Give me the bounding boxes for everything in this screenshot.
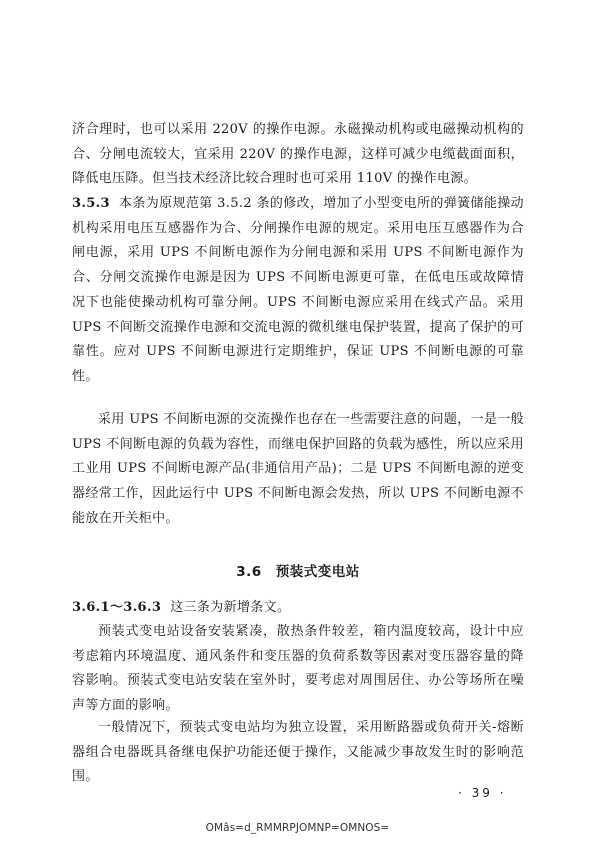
paragraph-clause-3-6-1 <box>72 596 524 621</box>
clause-number: 3.5.3 <box>72 196 110 211</box>
section-title: 预装式变电站 <box>275 564 360 580</box>
clause-text: 本条为原规范第 3.5.2 条的修改，增加了小型变电所的弹簧储能操动机构采用电压互感器作为合、分闸操作电源的规定。采用电压互感器作为合闸电源，采用 UPS 不间断电源作为分闸电源和采用 UPS 不间断电源作为合、分闸交流操作电源是因为 UPS 不间断电源更可靠，在低电压或故障情况下也能使操动机构可靠分闸。UPS 不间断电源应采用在线式产品。采用 UPS 不间断交流操作电源和交流电源的微机继电保护装置，提高了保护的可靠性。应对 UPS 不间断电源进行定期维护，保证 UPS 不间断电源的可靠性。 <box>72 196 524 384</box>
section-heading <box>72 560 524 580</box>
paragraph-prefab-substation: 预装式变电站设备安装紧凑，散热条件较差，箱内温度较高，设计中应考虑箱内环境温度、通风条件和变压器的负荷系数等因素对变压器容量的降容影响。预装式变电站安装在室外时，要考虑对周围居住、办公等场所在噪声等方面的影响。 <box>72 624 524 714</box>
page-number: · 39 · <box>458 786 507 800</box>
paragraph-ups-issues: 采用 UPS 不间断电源的交流操作也存在一些需要注意的问题，一是一般 UPS 不间断电源的负载为容性，而继电保护回路的负载为感性，所以应采用工业用 UPS 不间断电源产品(非通信用产品)；二是 UPS 不间断电源的逆变器经常工作，因此运行中 UPS 不间断电源会发热，所以 UPS 不间断电源不能放在开关柜中。 <box>72 412 524 526</box>
paragraph-general-case: 一般情况下，预装式变电站均为独立设置，采用断路器或负荷开关-熔断器组合电器既具备继电保护功能还便于操作，又能减少事故发生时的影响范围。 <box>72 720 524 785</box>
section-number: 3.6 <box>236 564 262 580</box>
paragraph-clause-3-5-3 <box>72 192 524 390</box>
paragraph-operating-power: 济合理时，也可以采用 220V 的操作电源。永磁操动机构或电磁操动机构的合、分闸电流较大，宜采用 220V 的操作电源，这样可减少电缆截面面积，降低电压降。但当技术经济比较合理时也可采用 110V 的操作电源。 <box>72 122 524 187</box>
clause-text: 这三条为新增条文。 <box>170 600 291 615</box>
footer-code: OMâs=d_RMMRPJOMNP=OMNOS= <box>205 822 390 834</box>
clause-number: 3.6.1～3.6.3 <box>72 600 162 615</box>
